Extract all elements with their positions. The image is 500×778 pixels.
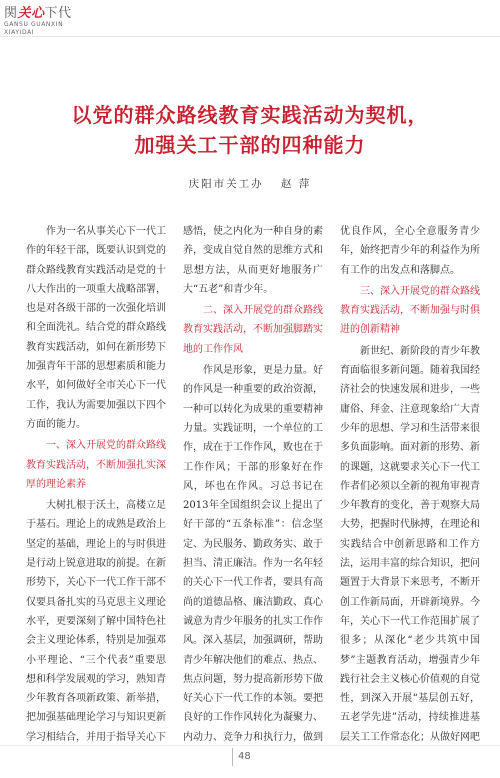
paragraph: 作风是形象，更是力量。好的作风是一种重要的政治资源，一种可以转化为成果的重要精神力量。实践证明，一个单位的工作，成在于工作作风，败也在于工作作风；干部的形象好在作风，坏也在作风。习总书记在2013年全国组织会议上提出了好干部的“五条标准”：信念坚定、为民服务、勤政务实、敢于担当、清正廉洁。作为一名年轻的关心下一代工作者，要具有高尚的道德品格、廉洁勤政、真心诚意为青少年服务的扎实工作作风。深入基层，加强调研，帮助青少年解决他们的难点、热点、焦点问题，努力提高新形势下做好关心下一代工作的本领。要把良好的工作作风转化为凝聚力、内动力、竞争力和执行力，做到 xyxy=(183,365,323,742)
logo-accent: 关心 xyxy=(17,6,45,21)
paragraph: 大树扎根于沃土，高楼立足于基石。理论上的成熟是政治上坚定的基础，理论上的与时俱进是行动上锐意进取的前提。在新形势下，关心下一代工作干部不仅要具备扎实的马克思主义理论水平，更要深刻了解中国特色社会主义理论体系，特别是加强邓小平理论、“三个代表”重要思想和科学发展观的学习，熟知青少年教育各项新政策、新举措，把加强基础理论学习与知识更新学习相结合，并用于指导关心下 xyxy=(26,500,166,742)
paragraph: 感悟，使之内化为一种自身的素养，变成自觉自然的思维方式和思想方法，从而更好地服务广大“五老”和青少年。 xyxy=(183,226,323,295)
column-1 xyxy=(26,222,166,742)
article-body xyxy=(26,222,480,742)
article-title-line1: 以党的群众路线教育实践活动为契机， xyxy=(71,103,429,127)
paragraph: 新世纪、新阶段的青少年教育面临很多新问题。随着我国经济社会的快速发展和进步，一些庸俗、拜金、注意现象给广大青少年的思想、学习和生活带来很多负面影响。面对新的形势、新的课题，这就要求关心下一代工作者们必须以全新的视角审视青少年教育的变化，善于观察大局大势，把握时代脉搏，在理论和实践结合中创新思路和工作方法，运用丰富的综合知识，把问题置于大背景下来思考，不断开创工作新局面，开辟新境界。今年，关心下一代工作范围扩展了很多；从深化“老少共筑中国梦”主题教育活动，增强青少年践行社会主义核心价值观的自觉性，到深入开展“基层创五好，五老学先进”活动，持续推进基层关工工作常态化；从做好网吧 xyxy=(340,345,480,742)
byline-author: 赵 萍 xyxy=(281,178,312,190)
footer-divider xyxy=(0,745,500,746)
page-number: 48 xyxy=(238,751,251,762)
article-title xyxy=(40,100,460,160)
masthead-logo xyxy=(4,2,134,36)
header-divider xyxy=(0,36,500,37)
page-number-marker xyxy=(232,748,233,766)
logo-wordmark xyxy=(4,2,134,21)
section-heading-3: 三、深入开展党的群众路线教育实践活动，不断加强与时俱进的创新精神 xyxy=(340,285,480,336)
paragraph: 优良作风，全心全意服务青少年，始终把青少年的利益作为所有工作的出发点和落脚点。 xyxy=(340,226,480,276)
byline xyxy=(150,176,350,191)
paragraph: 作为一名从事关心下一代工作的年轻干部，既要认识到党的群众路线教育实践活动是党的十八大作出的一项重大战略部署，也是对各级干部的一次强化培训和全面洗礼。结合党的群众路线教育实践活动，如何在新形势下加强青年干部的思想素质和能力水平，如何做好全市关心下一代工作，我认为需要加强以下四个方面的能力。 xyxy=(26,226,166,430)
section-heading-2: 二、深入开展党的群众路线教育实践活动，不断加强脚踏实地的工作作风 xyxy=(183,305,323,355)
logo-subtitle-2: XIAYIDAI xyxy=(4,29,35,36)
section-heading-1: 一、深入开展党的群众路线教育实践活动，不断加强扎实深厚的理论素养 xyxy=(26,440,166,490)
logo-subtitle-1: GANSU GUANXIN xyxy=(4,21,64,28)
logo-prefix: 関 xyxy=(4,6,18,21)
column-3 xyxy=(340,222,480,742)
article-title-line2: 加强关工干部的四种能力 xyxy=(134,133,366,157)
byline-org: 庆阳市关工办 xyxy=(188,178,264,190)
column-2 xyxy=(183,222,323,742)
logo-suffix: 下代 xyxy=(44,6,72,21)
